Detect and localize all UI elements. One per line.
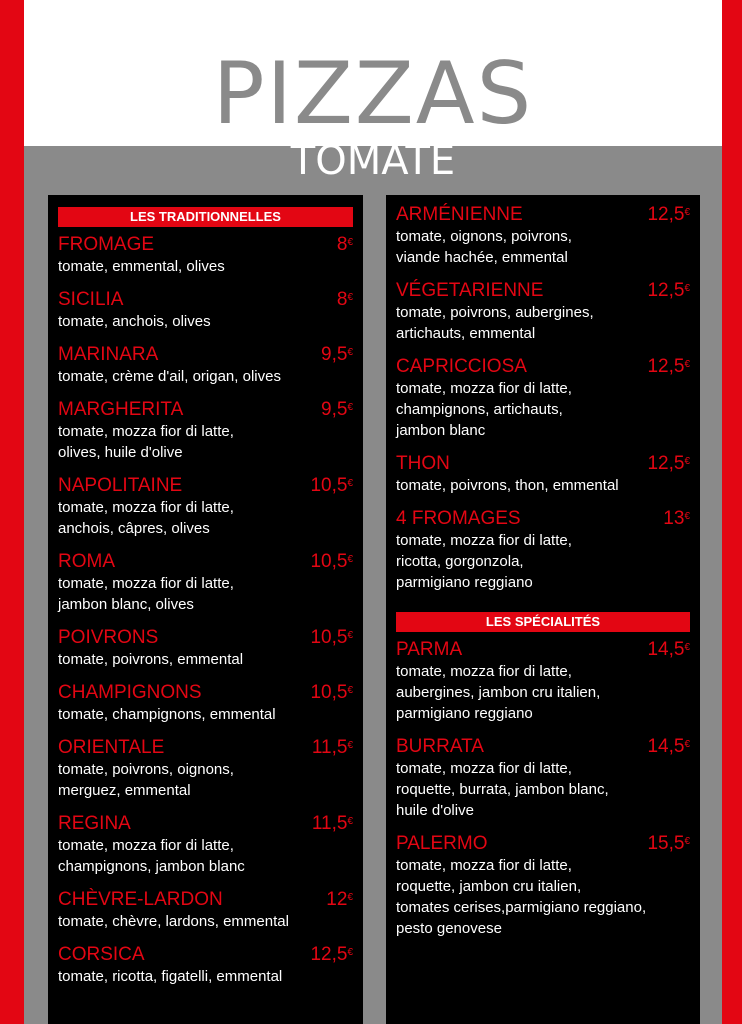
price-value: 8 xyxy=(336,234,348,255)
pizza-price xyxy=(310,626,353,649)
pizza-ingredients xyxy=(58,911,353,932)
currency-symbol: € xyxy=(684,456,690,467)
menu-item-header xyxy=(396,832,690,855)
pizza-price xyxy=(647,452,690,475)
pizza-price xyxy=(312,812,353,835)
pizza-name: FROMAGE xyxy=(58,234,155,255)
ingredients-line: tomate, poivrons, emmental xyxy=(58,651,244,668)
pizza-name: CORSICA xyxy=(58,944,145,965)
pizza-name: PARMA xyxy=(396,639,463,660)
pizza-ingredients xyxy=(58,704,353,725)
price-value: 15,5 xyxy=(647,833,685,854)
ingredients-line: roquette, burrata, jambon blanc, xyxy=(396,781,609,798)
ingredients-line: tomate, poivrons, aubergines, xyxy=(396,304,594,321)
ingredients-line: parmigiano reggiano xyxy=(396,705,533,722)
menu-item xyxy=(58,550,353,615)
menu-item xyxy=(58,626,353,670)
ingredients-line: tomate, crème d'ail, origan, olives xyxy=(58,368,281,385)
ingredients-line: tomate, emmental, olives xyxy=(58,258,225,275)
price-value: 12 xyxy=(326,889,348,910)
section-traditionnelles: LES TRADITIONNELLES xyxy=(58,207,353,227)
price-value: 12,5 xyxy=(647,280,685,301)
ingredients-line: jambon blanc xyxy=(396,422,486,439)
menu-item-header xyxy=(58,812,353,835)
pizza-name: MARINARA xyxy=(58,344,159,365)
ingredients-line: tomate, mozza fior di latte, xyxy=(396,857,572,874)
menu-item xyxy=(58,233,353,277)
ingredients-line: merguez, emmental xyxy=(58,782,191,799)
left-red-stripe xyxy=(0,0,24,1024)
menu-item-header xyxy=(58,888,353,911)
currency-symbol: € xyxy=(347,237,353,248)
ingredients-line: tomate, mozza fior di latte, xyxy=(396,760,572,777)
ingredients-line: anchois, câpres, olives xyxy=(58,520,210,537)
page-subtitle: TOMATE xyxy=(290,138,456,184)
ingredients-line: parmigiano reggiano xyxy=(396,574,533,591)
menu-list-specialites xyxy=(396,638,690,939)
price-value: 12,5 xyxy=(647,204,685,225)
menu-item xyxy=(396,279,690,344)
pizza-name: MARGHERITA xyxy=(58,399,184,420)
pizza-name: CAPRICCIOSA xyxy=(396,356,527,377)
pizza-name: POIVRONS xyxy=(58,627,159,648)
currency-symbol: € xyxy=(347,402,353,413)
menu-item xyxy=(58,343,353,387)
ingredients-line: pesto genovese xyxy=(396,920,502,937)
ingredients-line: artichauts, emmental xyxy=(396,325,536,342)
menu-item-header xyxy=(396,638,690,661)
ingredients-line: tomate, poivrons, oignons, xyxy=(58,761,234,778)
pizza-ingredients xyxy=(58,966,353,987)
price-value: 14,5 xyxy=(647,736,685,757)
pizza-price xyxy=(310,681,353,704)
pizza-name: CHAMPIGNONS xyxy=(58,682,202,703)
price-value: 12,5 xyxy=(310,944,348,965)
pizza-price xyxy=(321,343,353,366)
pizza-price xyxy=(310,474,353,497)
menu-item-header xyxy=(396,452,690,475)
menu-item-header xyxy=(396,355,690,378)
pizza-ingredients xyxy=(58,421,353,463)
currency-symbol: € xyxy=(684,359,690,370)
pizza-ingredients xyxy=(58,649,353,670)
currency-symbol: € xyxy=(347,947,353,958)
pizza-name: PALERMO xyxy=(396,833,488,854)
pizza-name: VÉGETARIENNE xyxy=(396,280,544,301)
price-value: 10,5 xyxy=(310,682,348,703)
menu-item-header xyxy=(396,735,690,758)
pizza-price xyxy=(312,736,353,759)
menu-column-right xyxy=(386,195,700,1024)
currency-symbol: € xyxy=(684,207,690,218)
menu-item xyxy=(396,735,690,821)
ingredients-line: aubergines, jambon cru italien, xyxy=(396,684,601,701)
currency-symbol: € xyxy=(347,740,353,751)
pizza-price xyxy=(337,233,353,256)
pizza-price xyxy=(647,832,690,855)
menu-item-header xyxy=(58,343,353,366)
menu-item xyxy=(396,452,690,496)
ingredients-line: tomates cerises,parmigiano reggiano, xyxy=(396,899,647,916)
menu-item-header xyxy=(58,550,353,573)
ingredients-line: tomate, poivrons, thon, emmental xyxy=(396,477,619,494)
menu-item xyxy=(58,812,353,877)
pizza-price xyxy=(647,203,690,226)
pizza-name: NAPOLITAINE xyxy=(58,475,183,496)
ingredients-line: champignons, jambon blanc xyxy=(58,858,245,875)
menu-item-header xyxy=(396,279,690,302)
ingredients-line: tomate, mozza fior di latte, xyxy=(58,837,234,854)
ingredients-line: huile d'olive xyxy=(396,802,474,819)
pizza-ingredients xyxy=(396,530,690,593)
pizza-price xyxy=(647,355,690,378)
menu-item xyxy=(58,398,353,463)
pizza-ingredients xyxy=(396,758,690,821)
menu-item-header xyxy=(58,233,353,256)
currency-symbol: € xyxy=(684,642,690,653)
menu-item-header xyxy=(58,681,353,704)
pizza-ingredients xyxy=(58,497,353,539)
currency-symbol: € xyxy=(684,836,690,847)
pizza-price xyxy=(321,398,353,421)
currency-symbol: € xyxy=(684,283,690,294)
pizza-price xyxy=(647,279,690,302)
menu-item xyxy=(58,943,353,987)
pizza-ingredients xyxy=(396,226,690,268)
ingredients-line: viande hachée, emmental xyxy=(396,249,568,266)
section-specialites: LES SPÉCIALITÉS xyxy=(396,612,690,632)
currency-symbol: € xyxy=(347,816,353,827)
ingredients-line: tomate, mozza fior di latte, xyxy=(396,663,572,680)
pizza-ingredients xyxy=(58,366,353,387)
menu-item xyxy=(58,681,353,725)
price-value: 12,5 xyxy=(647,356,685,377)
pizza-name: ORIENTALE xyxy=(58,737,165,758)
ingredients-line: tomate, mozza fior di latte, xyxy=(396,532,572,549)
pizza-name: ROMA xyxy=(58,551,115,572)
menu-item-header xyxy=(58,943,353,966)
ingredients-line: olives, huile d'olive xyxy=(58,444,183,461)
pizza-name: CHÈVRE-LARDON xyxy=(58,889,223,910)
pizza-ingredients xyxy=(58,759,353,801)
ingredients-line: tomate, anchois, olives xyxy=(58,313,211,330)
currency-symbol: € xyxy=(347,630,353,641)
pizza-ingredients xyxy=(396,302,690,344)
ingredients-line: champignons, artichauts, xyxy=(396,401,563,418)
menu-item xyxy=(396,638,690,724)
currency-symbol: € xyxy=(347,685,353,696)
menu-item xyxy=(58,474,353,539)
ingredients-line: tomate, mozza fior di latte, xyxy=(396,380,572,397)
ingredients-line: roquette, jambon cru italien, xyxy=(396,878,582,895)
menu-item-header xyxy=(58,736,353,759)
currency-symbol: € xyxy=(347,554,353,565)
menu-item xyxy=(58,736,353,801)
pizza-price xyxy=(647,638,690,661)
price-value: 10,5 xyxy=(310,475,348,496)
pizza-price xyxy=(310,550,353,573)
ingredients-line: tomate, mozza fior di latte, xyxy=(58,575,234,592)
pizza-price xyxy=(647,735,690,758)
right-red-stripe xyxy=(722,0,742,1024)
ingredients-line: tomate, ricotta, figatelli, emmental xyxy=(58,968,283,985)
pizza-price xyxy=(326,888,353,911)
pizza-name: ARMÉNIENNE xyxy=(396,204,523,225)
menu-item-header xyxy=(396,203,690,226)
pizza-ingredients xyxy=(396,378,690,441)
pizza-name: SICILIA xyxy=(58,289,124,310)
pizza-price xyxy=(310,943,353,966)
price-value: 10,5 xyxy=(310,627,348,648)
menu-item xyxy=(396,507,690,593)
menu-item-header xyxy=(58,288,353,311)
currency-symbol: € xyxy=(347,478,353,489)
pizza-name: 4 FROMAGES xyxy=(396,508,521,529)
currency-symbol: € xyxy=(684,739,690,750)
menu-item xyxy=(396,203,690,268)
menu-item-header xyxy=(58,398,353,421)
page-title: PIZZAS xyxy=(212,44,534,144)
price-value: 9,5 xyxy=(321,344,348,365)
ingredients-line: ricotta, gorgonzola, xyxy=(396,553,524,570)
pizza-price xyxy=(663,507,690,530)
pizza-ingredients xyxy=(396,855,690,939)
pizza-name: REGINA xyxy=(58,813,131,834)
pizza-name: THON xyxy=(396,453,450,474)
menu-item-header xyxy=(396,507,690,530)
pizza-ingredients xyxy=(58,835,353,877)
price-value: 11,5 xyxy=(311,737,348,758)
price-value: 14,5 xyxy=(647,639,685,660)
pizza-price xyxy=(337,288,353,311)
price-value: 8 xyxy=(336,289,348,310)
menu-item-header xyxy=(58,474,353,497)
ingredients-line: tomate, mozza fior di latte, xyxy=(58,499,234,516)
menu-column-left xyxy=(48,195,363,1024)
menu-list-traditionnelles xyxy=(58,233,353,987)
price-value: 9,5 xyxy=(321,399,348,420)
price-value: 10,5 xyxy=(310,551,348,572)
currency-symbol: € xyxy=(347,292,353,303)
ingredients-line: tomate, mozza fior di latte, xyxy=(58,423,234,440)
currency-symbol: € xyxy=(347,892,353,903)
pizza-ingredients xyxy=(58,573,353,615)
currency-symbol: € xyxy=(347,347,353,358)
price-value: 12,5 xyxy=(647,453,685,474)
pizza-name: BURRATA xyxy=(396,736,484,757)
pizza-ingredients xyxy=(58,311,353,332)
pizza-ingredients xyxy=(396,661,690,724)
ingredients-line: tomate, chèvre, lardons, emmental xyxy=(58,913,289,930)
currency-symbol: € xyxy=(684,511,690,522)
menu-item-header xyxy=(58,626,353,649)
pizza-ingredients xyxy=(58,256,353,277)
menu-item xyxy=(396,832,690,939)
price-value: 13 xyxy=(663,508,685,529)
price-value: 11,5 xyxy=(311,813,348,834)
ingredients-line: tomate, champignons, emmental xyxy=(58,706,276,723)
menu-item xyxy=(58,288,353,332)
ingredients-line: jambon blanc, olives xyxy=(58,596,194,613)
menu-list-right xyxy=(396,203,690,593)
menu-item xyxy=(396,355,690,441)
menu-item xyxy=(58,888,353,932)
ingredients-line: tomate, oignons, poivrons, xyxy=(396,228,572,245)
pizza-ingredients xyxy=(396,475,690,496)
